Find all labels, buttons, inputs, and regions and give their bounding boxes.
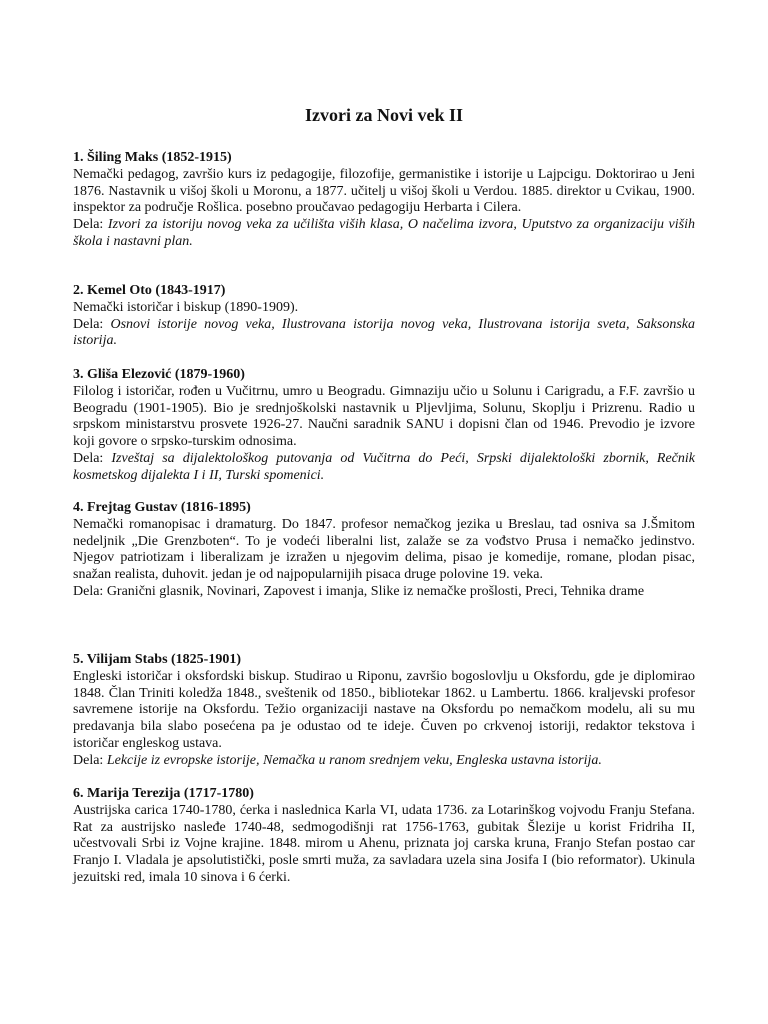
entry-kemel-oto <box>73 283 695 350</box>
entry-heading: 3. Gliša Elezović (1879-1960) <box>73 367 245 382</box>
works-label: Dela: <box>73 752 104 768</box>
entry-heading: 5. Vilijam Stabs (1825-1901) <box>73 652 241 667</box>
entry-heading: 4. Frejtag Gustav (1816-1895) <box>73 500 251 515</box>
entry-bio: Austrijska carica 1740-1780, ćerka i naslednica Karla VI, udata 1736. za Lotarinškog vojvodu Franju Stefana. Rat za austrijsko nasleđe 1740-48, sedmogodišnji rat 1756-1763, gubitak Šlezije u korist Fridriha II, učestvovali Srbi iz Vojne krajine. 1848. mirom u Ahenu, priznata joj carska kruna, Franjo Stefan postao car Franjo I. Vladala je apsolutistički, posle smrti muža, za savladara uzela sina Josifa I (bio reformator). Ukinula jezuitski red, imala 10 sinova i 6 ćerki. <box>73 802 695 885</box>
entry-works <box>73 753 695 770</box>
works-list: Izvori za istoriju novog veka za učilišta viših klasa, O načelima izvora, Uputstvo za organizaciju viših škola i nastavni plan. <box>73 217 695 249</box>
entry-bio: Nemački istoričar i biskup (1890-1909). <box>73 299 299 315</box>
page-title: Izvori za Novi vek II <box>305 105 463 125</box>
entry-bio: Filolog i istoričar, rođen u Vučitrnu, umro u Beogradu. Gimnaziju učio u Solunu i Carigradu, a F.F. završio u Beogradu (1901-1905). Bio je srednjoškolski nastavnik u Pljevljima, Solunu, Skoplju i Prizrenu. Radio u srpskom ministarstvu prosvete 1926-27. Naučni saradnik SANU i dopisni član od 1946. Prevodio je izvore koji govore o srpsko-turskim odnosima. <box>73 383 695 450</box>
entry-works: Dela: Granični glasnik, Novinari, Zapovest i imanja, Slike iz nemačke prošlosti, Preci, Tehnika drame <box>73 583 645 599</box>
entry-works <box>73 317 695 351</box>
entry-heading: 6. Marija Terezija (1717-1780) <box>73 786 254 801</box>
works-label: Dela: <box>73 450 104 466</box>
entry-frejtag-gustav <box>73 500 695 601</box>
works-list: Lekcije iz evropske istorije, Nemačka u ranom srednjem veku, Engleska ustavna istorija. <box>106 752 602 768</box>
entry-glisa-elezovic <box>73 367 695 485</box>
entry-marija-terezija <box>73 786 695 887</box>
entry-works <box>73 217 695 251</box>
entry-bio: Nemački romanopisac i dramaturg. Do 1847. profesor nemačkog jezika u Breslau, tad osniva sa J.Šmitom nedeljnik „Die Grenzboten“. To je vodeći liberalni list, zalaže se za vođstvo Prusa i nemačko jedinstvo. Njegov patriotizam i liberalizam je izražen u njegovim delima, pisao je komedije, romane, plodan pisac, snažan realista, duhovit. jedan je od najpopularnijih pisaca druge polovine 19. veka. <box>73 516 695 583</box>
entry-bio: Nemački pedagog, završio kurs iz pedagogije, filozofije, germanistike i istorije u Lajpcigu. Doktorirao u Jeni 1876. Nastavnik u višoj školi u Moronu, a 1877. učitelj u višoj školi u Verdou. 1885. direktor u Cvikau, 1900. inspektor za područje Rošlica. posebno proučavao pedagogiju Herbarta i Cilera. <box>73 166 695 216</box>
works-list: Izveštaj sa dijalektološkog putovanja od Vučitrna do Peći, Srpski dijalektološki zbornik, Rečnik kosmetskog dijalekta I i II, Turski spomenici. <box>73 450 695 483</box>
entry-heading: 1. Šiling Maks (1852-1915) <box>73 150 232 165</box>
works-label: Dela: <box>73 316 104 332</box>
entry-works <box>73 451 695 485</box>
entry-bio: Engleski istoričar i oksfordski biskup. Studirao u Riponu, završio bogoslovlju u Oksfordu, gde je diplomirao 1848. Član Triniti koledža 1848., sveštenik od 1850., bibliotekar 1862. u Lambertu. 1866. kraljevski profesor savremene istorije na Oksfordu. Težio organizaciji nastave na Oksfordu po nemačkom modelu, ali su mu predavanja bila slabo posećena pa je odustao od te ideje. Čuven po crkvenoj istoriji, redaktor tekstova i istoričar engleskog ustava. <box>73 668 695 751</box>
entry-siling-maks <box>73 150 695 251</box>
works-list: Osnovi istorije novog veka, Ilustrovana istorija novog veka, Ilustrovana istorija sveta, Saksonska istorija. <box>73 316 695 349</box>
entry-vilijam-stabs <box>73 652 695 770</box>
entry-heading: 2. Kemel Oto (1843-1917) <box>73 283 226 298</box>
works-label: Dela: <box>73 217 104 233</box>
